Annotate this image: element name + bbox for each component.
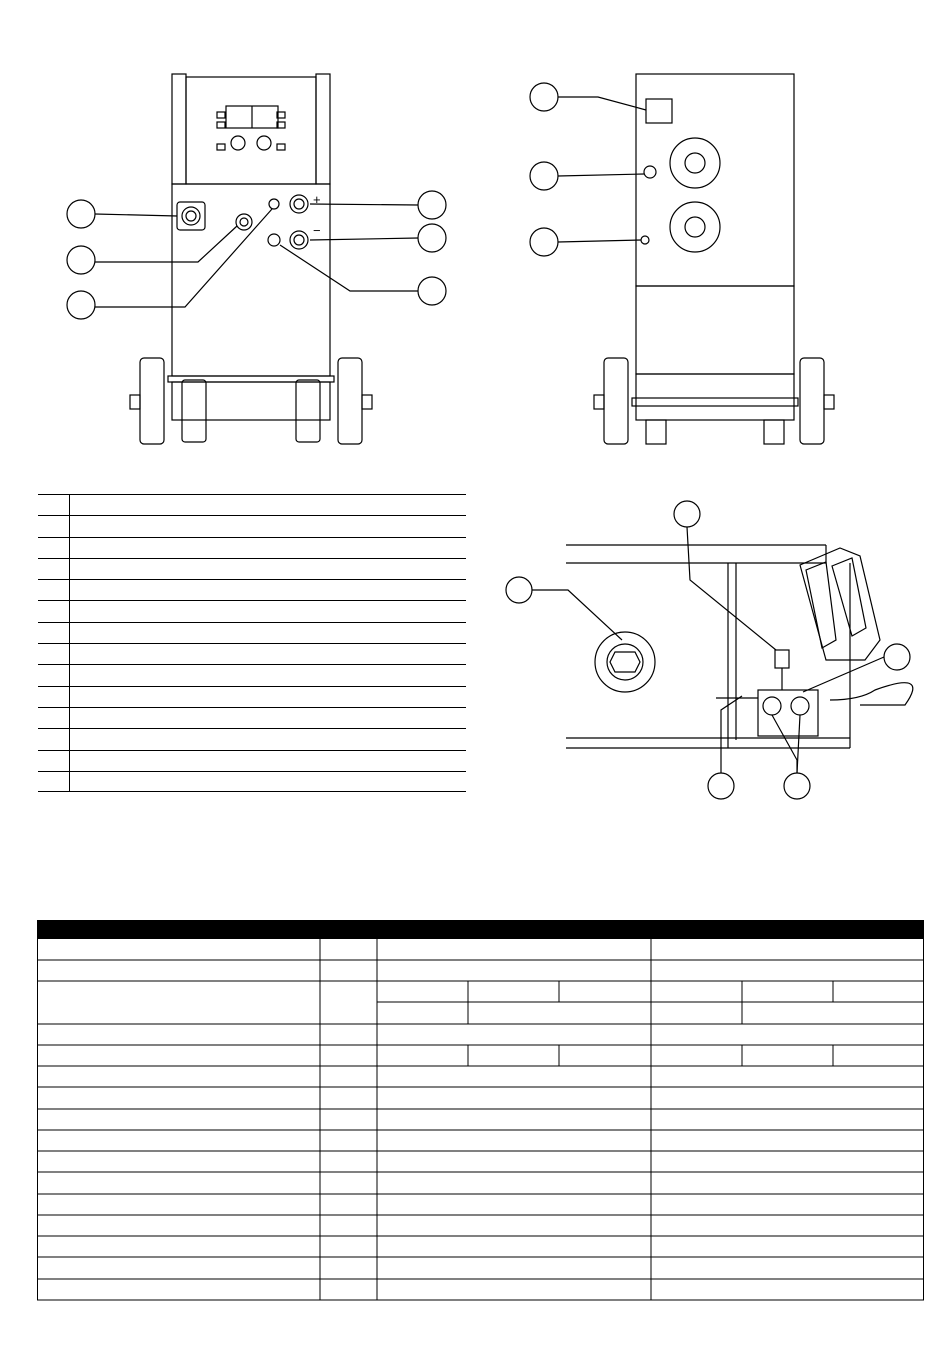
legend-row [38, 494, 466, 515]
legend-row [38, 643, 466, 664]
legend-row [38, 558, 466, 579]
rear-view-diagram [520, 70, 850, 450]
minus-label: − [313, 223, 321, 238]
legend-row [38, 750, 466, 771]
legend-row [38, 728, 466, 749]
legend-row [38, 579, 466, 600]
spec-table-grid [37, 939, 924, 1305]
plus-label: + [313, 192, 321, 207]
legend-row [38, 707, 466, 728]
legend-row [38, 537, 466, 558]
legend-row [38, 664, 466, 685]
legend-table [38, 494, 466, 792]
spec-table-header [37, 920, 924, 939]
legend-row [38, 771, 466, 792]
wire-feeder-diagram [505, 495, 925, 805]
legend-row [38, 600, 466, 621]
legend-row [38, 686, 466, 707]
legend-row [38, 622, 466, 643]
spec-table [37, 920, 924, 939]
legend-row [38, 515, 466, 536]
front-view-diagram [60, 70, 460, 450]
